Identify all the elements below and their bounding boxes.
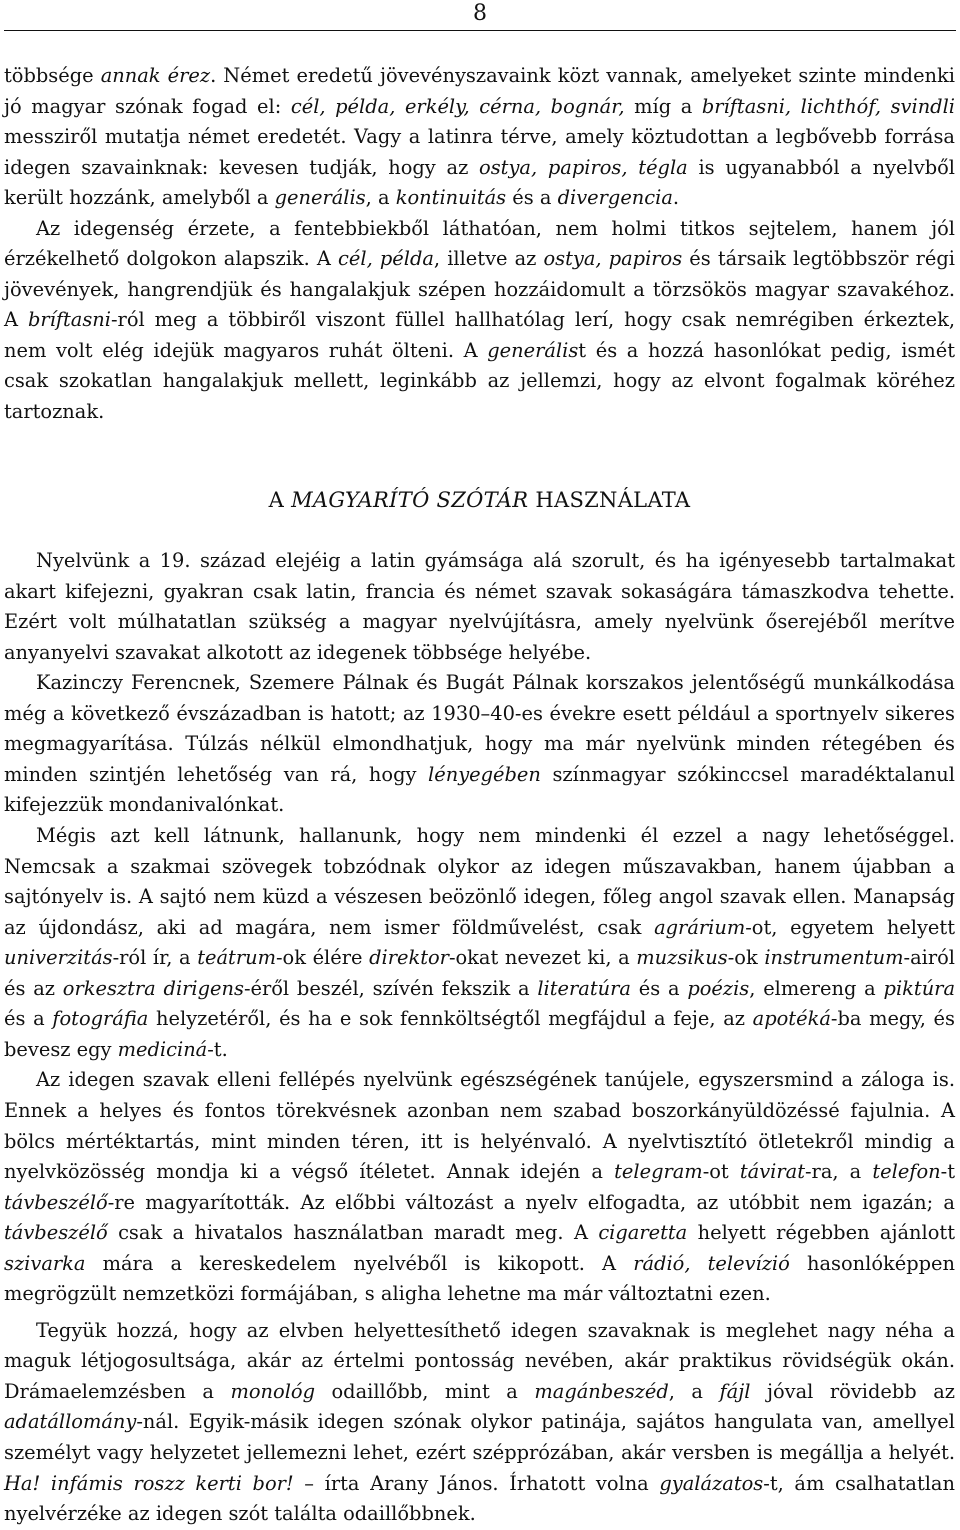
text-run: is ugyanabból a nyelvből került hozzánk, amelyből a (4, 155, 955, 210)
italic-term: orkesztra dirigens (62, 976, 244, 1000)
text-run: Tegyük hozzá, hogy az elvben helyettesíthető idegen szavaknak is meglehet nagy néha a maguk létjogosultsága, akár az értelmi pontosság nevében, akár praktikus rövidségük okán. Drámaelemzésben a (4, 1318, 955, 1403)
italic-term: fotográfia (52, 1007, 149, 1031)
header-rule (4, 30, 956, 31)
heading-italic: MAGYARÍTÓ SZÓTÁR (291, 487, 529, 512)
text-run: -t, ám csalhatatlan nyelvérzéke az idegen szót találta odaillőbbnek. (4, 1471, 955, 1526)
italic-term: instrumentum (764, 946, 904, 970)
paragraph-megis (4, 821, 955, 1065)
text-run: -nál. Egyik-másik idegen szónak olykor patinája, sajátos hangulata van, amellyel személyt vagy helyzetet jellemezni lehet, ezért szépprózában, akár versben is megállja a helyét. (4, 1410, 955, 1464)
text-run: és a (630, 976, 688, 1000)
italic-term: mediciná (117, 1037, 208, 1061)
text-run: Nyelvünk a 19. század elejéig a latin gyámsága alá szorult, és ha igényesebb tartalmakat akart kifejezni, gyakran csak latin, francia és német szavak sokaságára támaszkodva tehette. Ezért volt múlhatatlan szükség a magyar nyelvújításra, amely nyelvünk őserejéből merítve anyanyelvi szavakat alkotott az idegenek többsége helyébe. (4, 549, 955, 664)
text-run: Az idegen szavak elleni fellépés nyelvünk egészségének tanújele, egyszersmind a záloga is. Ennek a helyes és fontos törekvésnek azonban nem szabad boszorkányüldözéssé fajulnia. A bölcs mértéktartás, mint minden téren, itt is helyénvaló. A nyelvtisztító ötletekről mindig a nyelvközösség mondja ki a végső ítéletet. Annak idején a (4, 1068, 955, 1184)
text-run: -okat nevezet ki, a (448, 946, 637, 970)
paragraph-idegen-szavak (4, 1065, 955, 1309)
italic-term: távirat (739, 1160, 805, 1184)
italic-term: literatúra (537, 976, 631, 1000)
italic-term: cigaretta (598, 1221, 688, 1245)
heading-post: HASZNÁLATA (528, 487, 691, 512)
italic-term: telegram (614, 1160, 703, 1184)
italic-term: piktúra (883, 976, 956, 1000)
italic-term: kontinuitás (395, 186, 507, 210)
paragraph-kazinczy (4, 668, 955, 821)
italic-term: szivarka (4, 1251, 86, 1275)
italic-term: generális (487, 338, 579, 362)
italic-term: adatállomány (4, 1410, 137, 1434)
italic-term: muzsikus (636, 946, 728, 970)
italic-term: teátrum (197, 946, 276, 970)
italic-term: monológ (230, 1379, 315, 1403)
italic-term: ostya, papiros (543, 247, 683, 271)
text-run: -ról ír, a (112, 946, 198, 970)
italic-term: univerzitás (4, 946, 113, 970)
text-run: csak a hivatalos használatban maradt meg. A (107, 1221, 599, 1245)
paragraph-nyelvunk (4, 546, 955, 668)
text-run: jóval rövidebb az (750, 1379, 955, 1403)
text-run: helyett régebben ajánlott (687, 1221, 955, 1245)
italic-term: telefon (872, 1160, 941, 1184)
text-run: , elmereng a (749, 976, 884, 1000)
italic-term: Ha! infámis roszz kerti bor! (4, 1471, 294, 1495)
text-run: -t. (207, 1037, 228, 1061)
text-run: -ok élére (275, 946, 370, 970)
text-run: mára a kereskedelem nyelvéből is kikopott. A (85, 1251, 634, 1275)
italic-term: gyalázatos (659, 1471, 764, 1495)
text-run: és a (506, 186, 558, 210)
text-run: . Német eredetű jövevényszavaink közt vannak, amelyeket szinte mindenki jó magyar szónak fogad el: (4, 64, 955, 118)
text-run: , illetve az (433, 247, 544, 271)
text-run: , a (365, 186, 396, 210)
italic-term: cél, példa (338, 247, 434, 271)
italic-term: távbeszélő (4, 1190, 108, 1214)
text-run: helyzetéről, és ha e sok fennköltségtől megfájdul a feje, az (148, 1007, 753, 1031)
italic-term: direktor (369, 946, 449, 970)
paragraph-idegenseg (4, 214, 955, 428)
text-run: és társaik legtöbbször régi jövevények, hangrendjük és hangalakjuk szépen hozzáidomult a törzsökös magyar szavakéhoz. A (4, 247, 955, 332)
text-run: -t (940, 1160, 956, 1184)
text-run: -ról meg a többiről viszont füllel hallhatólag lerí, hogy csak nemrégiben érkeztek, nem volt elég idejük magyaros ruhát ölteni. A (4, 308, 955, 362)
italic-term: ostya, papiros, tégla (479, 155, 688, 179)
text-run: -ot (702, 1160, 740, 1184)
text-run: -airól és az (4, 946, 956, 1000)
italic-term: rádió, televízió (633, 1251, 790, 1275)
text-run: többsége (4, 64, 101, 87)
text-run: míg a (624, 94, 702, 118)
text-run: , a (668, 1379, 720, 1403)
italic-term: agrárium (654, 915, 746, 939)
text-run: színmagyar szókinccsel maradéktalanul kifejezzük mondanivalónkat. (4, 762, 955, 817)
text-run: -ra, a (805, 1160, 873, 1184)
italic-term: annak érez (100, 64, 211, 87)
text-run: . (672, 186, 680, 210)
page-number: 8 (473, 1, 487, 26)
text-run: -ok (727, 946, 765, 970)
italic-term: cél, példa, erkély, cérna, bognár, (290, 94, 625, 118)
italic-term: bríftasni (27, 308, 111, 332)
italic-term: bríftasni, lichthóf, svindli (701, 94, 955, 118)
paragraph-continued (4, 61, 955, 214)
text-run: odaillőbb, mint a (314, 1379, 535, 1403)
heading-pre: A (268, 487, 292, 512)
text-run: -ot, egyetem helyett (745, 915, 955, 939)
italic-term: fájl (719, 1379, 751, 1403)
paragraph-tegyuk-hozza (4, 1316, 955, 1530)
italic-term: generális (274, 186, 366, 210)
italic-term: apotéká (752, 1007, 831, 1031)
italic-term: távbeszélő (4, 1221, 108, 1245)
text-run: -éről beszél, szívén fekszik a (243, 976, 538, 1000)
text-run: Mégis azt kell látnunk, hallanunk, hogy nem mindenki él ezzel a nagy lehetőséggel. Nemcsak a szakmai szövegek tobzódnak olykor az idegen műszavakban, hanem újabban a sajtónyelv is. A sajtó nem küzd a vészesen beözönlő idegen, főleg angol szavak ellen. Manapság az újdondász, aki ad magára, nem ismer földművelést, csak (4, 824, 955, 939)
italic-term: divergencia (557, 186, 673, 210)
text-run: messziről mutatja német eredetét. Vagy a latinra térve, amely köztudottan a legbővebb forrása idegen szavainknak: kevesen tudják, hogy az (4, 125, 955, 179)
text-run: és a (4, 1007, 53, 1031)
italic-term: magánbeszéd (534, 1379, 669, 1403)
section-heading (4, 485, 955, 516)
text-run: -re magyarították. Az előbbi változást a nyelv elfogadta, az utóbbit nem igazán; a (107, 1190, 955, 1214)
text-run: – írta Arany János. Írhatott volna (293, 1471, 660, 1495)
text-run: Az idegenség érzete, a fentebbiekből láthatóan, nem holmi titkos sejtelem, hanem jól érzékelhető dolgokon alapszik. A (4, 216, 955, 271)
italic-term: lényegében (428, 762, 541, 786)
text-run: t és a hozzá hasonlókat pedig, ismét csak szokatlan hangalakjuk mellett, leginkább az jellemzi, hogy az elvont fogalmak köréhez tartoznak. (4, 338, 955, 424)
text-run: -ba megy, és bevesz egy (4, 1007, 955, 1061)
text-run: hasonlóképpen megrögzült nemzetközi formájában, s aligha lehetne ma már változtatni ezen. (4, 1251, 956, 1306)
page-body (4, 61, 955, 1530)
italic-term: poézis (687, 976, 750, 1000)
text-run: Kazinczy Ferencnek, Szemere Pálnak és Bugát Pálnak korszakos jelentőségű munkálkodása még a következő évszázadban is hatott; az 1930–40-es évekre esett például a sportnyelv sikeres megmagyarítása. Túlzás nélkül elmondhatjuk, hogy ma már nyelvünk minden rétegében és minden szintjén lehetőség van rá, hogy (4, 671, 955, 786)
